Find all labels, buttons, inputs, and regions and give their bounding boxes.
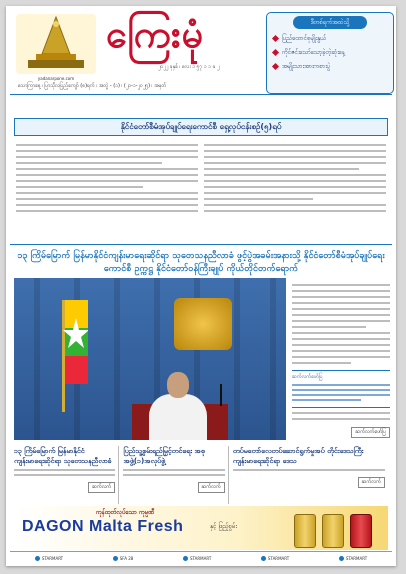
can-icon <box>322 514 344 548</box>
ad-brand: DAGON Malta Fresh <box>22 518 184 535</box>
dateline: သောကြာနေ့ ၊ ပြာသိုလပြည့်ကျော် (၈)ရက် ၊ အတွဲ - (၁) ၊ (၂၁-၁-၂၀၂၅) ၊ အမှတ် <box>18 83 167 89</box>
sidebar-box: ဆက်လက်ဖော်ပြ <box>292 370 390 408</box>
pagoda-emblem-icon <box>16 14 96 74</box>
national-flag-icon <box>62 300 88 412</box>
logo-icon <box>261 556 266 561</box>
masthead <box>10 10 392 92</box>
text-column <box>16 140 198 240</box>
website-url[interactable]: yadanarpone.com <box>37 76 75 81</box>
continue-link[interactable]: ဆက်လက်ဖော်ပြ <box>351 427 390 438</box>
bullet-icon <box>272 49 279 56</box>
main-story-headline[interactable]: ၁၃ ကြိမ်မြောက် မြန်မာနိုင်ငံကျန်းမာရေးဆိုင်ရာ သုတေသနညီလာခံ ဖွင့်ပွဲအခမ်းအနားသို့ နိုင်ငံတော်စီမံအုပ်ချုပ်ရေးကောင်စီ ဥက္ကဋ္ဌ နိုင်ငံတော်ဝန်ကြီးချုပ် ကိုယ်တိုင်တက်ရောက် <box>17 251 385 274</box>
text-column <box>204 140 386 240</box>
issue-subline: ၂၀၂၂ ခုနှစ် ၊ လေး ၁ ၅၇ ၁ ၁ ခ ၂ <box>158 64 220 70</box>
divider <box>10 94 392 95</box>
microphone-icon <box>220 384 222 406</box>
logo-icon <box>35 556 40 561</box>
divider <box>10 244 392 245</box>
sponsor-item[interactable]: STARMART <box>261 556 289 562</box>
sponsor-item[interactable]: SFA 28 <box>113 556 134 562</box>
bottom-story[interactable]: ပြည်သူ့စွမ်းရည်မြှင့်တင်ရေး အစုအဖွဲ့(၁)အလုပ်ဖွဲ့ ဆက်လက် <box>123 446 228 504</box>
top-story-headline[interactable]: နိုင်ငံတော်စီမံအုပ်ချုပ်ရေးကောင်စီ ရှေ့လုပ်ငန်းစဉ်(၅)ရပ် <box>14 118 388 136</box>
state-seal-icon <box>174 298 232 350</box>
can-icon <box>350 514 372 548</box>
ad-tagline: ကုန်ထုတ်လုပ်သော ကုမ္ပဏီ <box>96 509 155 516</box>
highlight-item[interactable]: ပြည်ထောင်စုမျိုးနွယ် <box>273 34 387 43</box>
logo-icon <box>183 556 188 561</box>
top-story-body <box>16 140 386 240</box>
bullet-icon <box>272 35 279 42</box>
sponsor-footer <box>10 551 392 565</box>
sponsor-item[interactable]: STARMART <box>339 556 367 562</box>
highlights-box <box>266 12 394 94</box>
advertisement[interactable] <box>14 506 388 550</box>
logo-icon <box>339 556 344 561</box>
speaker <box>149 394 207 440</box>
sponsor-item[interactable]: STARMART <box>183 556 211 562</box>
can-icon <box>294 514 316 548</box>
bottom-story[interactable]: ၁၃ ကြိမ်မြောက် မြန်မာနိုင်ငံ ကျန်းမာရေးဆိုင်ရာ သုတေသနညီလာခံ ဆက်လက် <box>14 446 119 504</box>
logo-icon <box>113 556 118 561</box>
bullet-icon <box>272 63 279 70</box>
sponsor-item[interactable]: STARMART <box>35 556 63 562</box>
highlight-item[interactable]: အမျိုးသားအားကစားပွဲ <box>273 62 387 71</box>
bottom-stories <box>14 446 388 504</box>
highlights-header: ဒီတစ်ရက်အထဲသို့ <box>293 16 367 29</box>
product-cans <box>288 508 378 548</box>
bottom-story[interactable]: တပ်မတော်လေတပ်ဆောင်ရွက်မှုအပ် တိုင်းဒေသကြီး ကျန်းမာရေးဆိုင်ရာ ဒေသ ဆက်လက် <box>233 446 388 504</box>
main-story-photo[interactable] <box>14 278 286 440</box>
highlight-item[interactable]: ကိုင်ဇင်းသော်သော့ခဲ့တဲ့ဆုံးနေ့ <box>273 48 387 57</box>
main-story-text <box>292 280 390 440</box>
newspaper-page <box>6 6 396 566</box>
ad-tagline-2: နှင့် ဖြည့်စွမ်း <box>210 523 237 530</box>
newspaper-title: ကြေးမုံ <box>106 11 205 56</box>
